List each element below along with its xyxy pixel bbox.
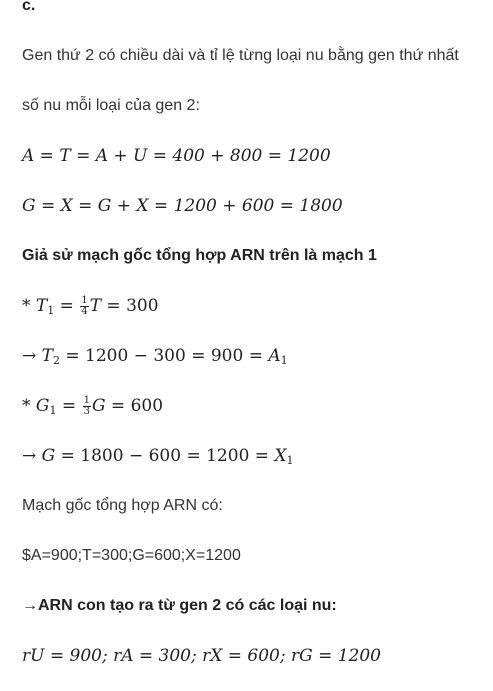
paragraph-gene2-length: Gen thứ 2 có chiều dài và tỉ lệ từng loại nu bằng gen thứ nhất: [22, 47, 459, 64]
equation-g-x-text: G = X = G + X = 1200 + 600 = 1800: [22, 196, 343, 216]
paragraph-template-strand: Mạch gốc tổng hợp ARN có:: [22, 497, 223, 514]
equation-t1-var: T: [35, 296, 48, 316]
fraction-one-quarter: [80, 296, 88, 317]
equation-t2-rhs-sub: 1: [280, 354, 288, 367]
equation-t2-var: T: [41, 346, 53, 366]
equation-g1-sub: 1: [49, 404, 57, 417]
equation-t1: [22, 296, 159, 321]
fraction-numerator: 1: [83, 395, 90, 406]
equals-sign: =: [56, 396, 82, 416]
raw-latex-line: $A=900;T=300;G=600;X=1200: [22, 547, 241, 564]
equation-g1-prefix: *: [22, 396, 36, 416]
equation-t2-sub: 2: [53, 354, 60, 367]
fraction-denominator: 4: [81, 306, 88, 317]
fraction-denominator: 3: [83, 406, 90, 417]
section-heading: c.: [22, 0, 36, 14]
equation-t1-result: = 300: [101, 296, 159, 316]
equals-sign: =: [54, 296, 80, 316]
equation-t2-mid: = 1200 − 300 = 900 =: [60, 346, 269, 366]
equation-t1-sub: 1: [47, 304, 55, 317]
equation-g1-result: = 600: [105, 396, 164, 416]
equation-g1-var: G: [35, 396, 50, 416]
equation-g1: [22, 396, 163, 421]
paragraph-gene2-nucleotides: số nu mỗi loại của gen 2:: [22, 97, 200, 114]
conclusion-heading: →ARN con tạo ra từ gen 2 có các loại nu:: [22, 597, 337, 614]
equation-rna-result: [22, 646, 381, 666]
equation-g-mid: = 1800 − 600 = 1200 =: [55, 446, 275, 466]
equation-g: [22, 446, 294, 471]
equation-g-rhs-var: X: [274, 446, 287, 466]
equation-a-t: [22, 146, 331, 166]
equation-a-t-text: A = T = A + U = 400 + 800 = 1200: [22, 146, 331, 166]
fraction-one-third: [83, 396, 91, 417]
equation-g-rhs-sub: 1: [286, 454, 294, 467]
equation-g-var: G: [41, 446, 56, 466]
assumption-heading: Giả sử mạch gốc tổng hợp ARN trên là mạch 1: [22, 247, 377, 264]
equation-t2: [22, 346, 288, 371]
arrow-icon: →: [22, 346, 42, 366]
equation-t1-rhs-var: T: [89, 296, 102, 316]
equation-t1-prefix: *: [22, 296, 36, 316]
equation-g-x: [22, 196, 343, 216]
equation-rna-result-text: rU = 900; rA = 300; rX = 600; rG = 1200: [22, 646, 382, 666]
arrow-icon: →: [22, 446, 42, 466]
equation-g1-rhs-var: G: [91, 396, 106, 416]
equation-t2-rhs-var: A: [268, 346, 281, 366]
fraction-numerator: 1: [81, 295, 88, 306]
